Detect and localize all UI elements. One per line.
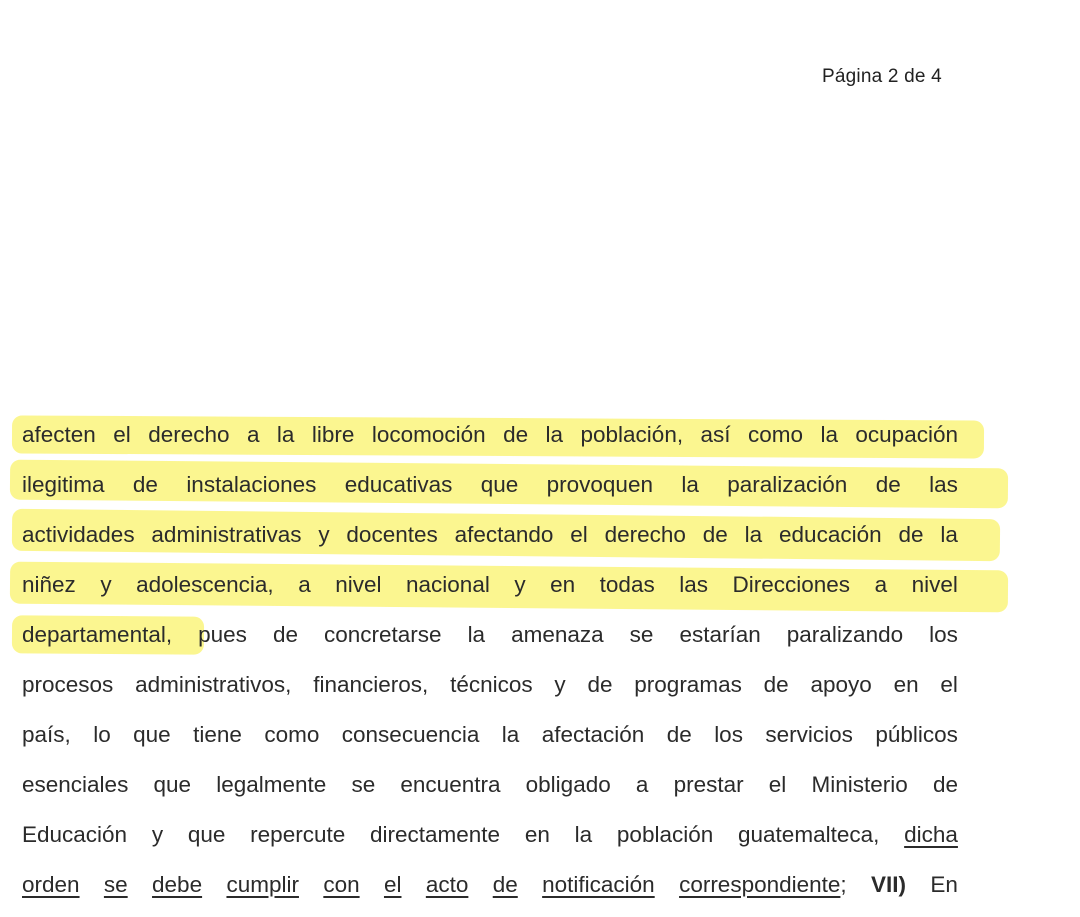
word: Educación	[22, 822, 128, 847]
word: se	[351, 772, 376, 797]
word: libre	[311, 422, 355, 447]
word: como	[264, 722, 320, 747]
word: cumplir	[226, 872, 299, 897]
word: actividades	[22, 522, 135, 547]
word: en	[550, 572, 576, 597]
word: de	[272, 622, 298, 647]
word: y	[514, 572, 526, 597]
word: docentes	[346, 522, 438, 547]
word: notificación	[542, 872, 655, 897]
word: esenciales	[22, 772, 129, 797]
word: la	[744, 522, 763, 547]
word: con	[323, 872, 360, 897]
word: servicios	[765, 722, 853, 747]
word: paralización	[727, 472, 848, 497]
word: ocupación	[855, 422, 958, 447]
word: derecho	[604, 522, 686, 547]
word: locomoción	[371, 422, 486, 447]
word: como	[747, 422, 804, 447]
word: departamental,	[22, 622, 173, 647]
word: paralizando	[786, 622, 904, 647]
word: apoyo	[810, 672, 872, 697]
text-line-4	[22, 560, 958, 610]
word: de	[492, 872, 518, 897]
word: a	[874, 572, 888, 597]
word: las	[679, 572, 708, 597]
word: dicha	[904, 822, 958, 847]
word: provoquen	[546, 472, 653, 497]
word: adolescencia,	[136, 572, 274, 597]
word: que	[133, 722, 171, 747]
word: se	[103, 872, 128, 897]
word: pues	[198, 622, 247, 647]
word: VII)	[871, 872, 907, 897]
word: se	[629, 622, 654, 647]
text-line-1	[22, 410, 958, 460]
word: programas	[634, 672, 742, 697]
word: las	[929, 472, 958, 497]
word: la	[681, 472, 699, 497]
word: afectando	[454, 522, 554, 547]
word: que	[480, 472, 519, 497]
word: de	[932, 772, 958, 797]
word: estarían	[679, 622, 761, 647]
word: nacional	[406, 572, 490, 597]
word: de	[875, 472, 901, 497]
text-line-6	[22, 660, 958, 710]
word: el	[768, 772, 787, 797]
word: afecten	[22, 422, 96, 447]
word: financieros,	[313, 672, 429, 697]
text-line-7	[22, 710, 958, 760]
page-number: Página 2 de 4	[822, 66, 942, 87]
word: guatemalteca,	[738, 822, 880, 847]
word: el	[113, 422, 131, 447]
word: de	[587, 672, 613, 697]
word: en	[893, 672, 919, 697]
word: así	[700, 422, 731, 447]
word: En	[930, 872, 958, 897]
word: país,	[22, 722, 71, 747]
word: niñez	[22, 572, 76, 597]
word: en	[524, 822, 550, 847]
word: de	[132, 472, 158, 497]
word: instalaciones	[186, 472, 317, 497]
word: y	[151, 822, 164, 847]
word: derecho	[148, 422, 230, 447]
word: la	[545, 422, 564, 447]
word: lo	[93, 722, 111, 747]
word: tiene	[193, 722, 242, 747]
word: de	[702, 522, 728, 547]
word: concretarse	[323, 622, 442, 647]
word: la	[820, 422, 838, 447]
text-line-2	[22, 460, 958, 510]
word: acto	[425, 872, 469, 897]
word: población	[616, 822, 714, 847]
word: que	[187, 822, 226, 847]
word: la	[467, 622, 486, 647]
word: Direcciones	[732, 572, 851, 597]
word: a	[635, 772, 649, 797]
word: educativas	[344, 472, 453, 497]
word: a	[246, 422, 260, 447]
word: a	[298, 572, 311, 597]
word: nivel	[911, 572, 958, 597]
word: correspondiente;	[679, 872, 847, 897]
text-line-3	[22, 510, 958, 560]
word: y	[100, 572, 112, 597]
word: legalmente	[216, 772, 327, 797]
word: técnicos	[450, 672, 533, 697]
word: los	[929, 622, 958, 647]
word: procesos	[22, 672, 114, 697]
word: Ministerio	[811, 772, 908, 797]
word: los	[714, 722, 743, 747]
word: que	[153, 772, 192, 797]
word: prestar	[673, 772, 744, 797]
word: educación	[779, 522, 882, 547]
word: encuentra	[400, 772, 501, 797]
word: ilegitima	[22, 472, 105, 497]
word: directamente	[370, 822, 501, 847]
word: el	[570, 522, 588, 547]
word: afectación	[541, 722, 645, 747]
word: de	[763, 672, 789, 697]
word: la	[276, 422, 295, 447]
word: administrativas	[151, 522, 302, 547]
text-line-8	[22, 760, 958, 810]
word: el	[940, 672, 958, 697]
word: y	[554, 672, 566, 697]
text-line-9	[22, 810, 958, 860]
word: la	[501, 722, 520, 747]
word: orden	[22, 872, 80, 897]
text-line-5	[22, 610, 958, 660]
word: obligado	[525, 772, 611, 797]
text-line-10	[22, 860, 958, 910]
word: todas	[599, 572, 655, 597]
word: la	[940, 522, 958, 547]
word: administrativos,	[135, 672, 292, 697]
word: consecuencia	[341, 722, 480, 747]
word: población,	[580, 422, 684, 447]
word: de	[503, 422, 529, 447]
word: el	[383, 872, 402, 897]
word: la	[574, 822, 593, 847]
word: repercute	[250, 822, 346, 847]
word: y	[318, 522, 330, 547]
word: públicos	[875, 722, 958, 747]
word: nivel	[335, 572, 382, 597]
word: amenaza	[511, 622, 604, 647]
word: de	[898, 522, 924, 547]
word: debe	[152, 872, 203, 897]
word: de	[666, 722, 692, 747]
